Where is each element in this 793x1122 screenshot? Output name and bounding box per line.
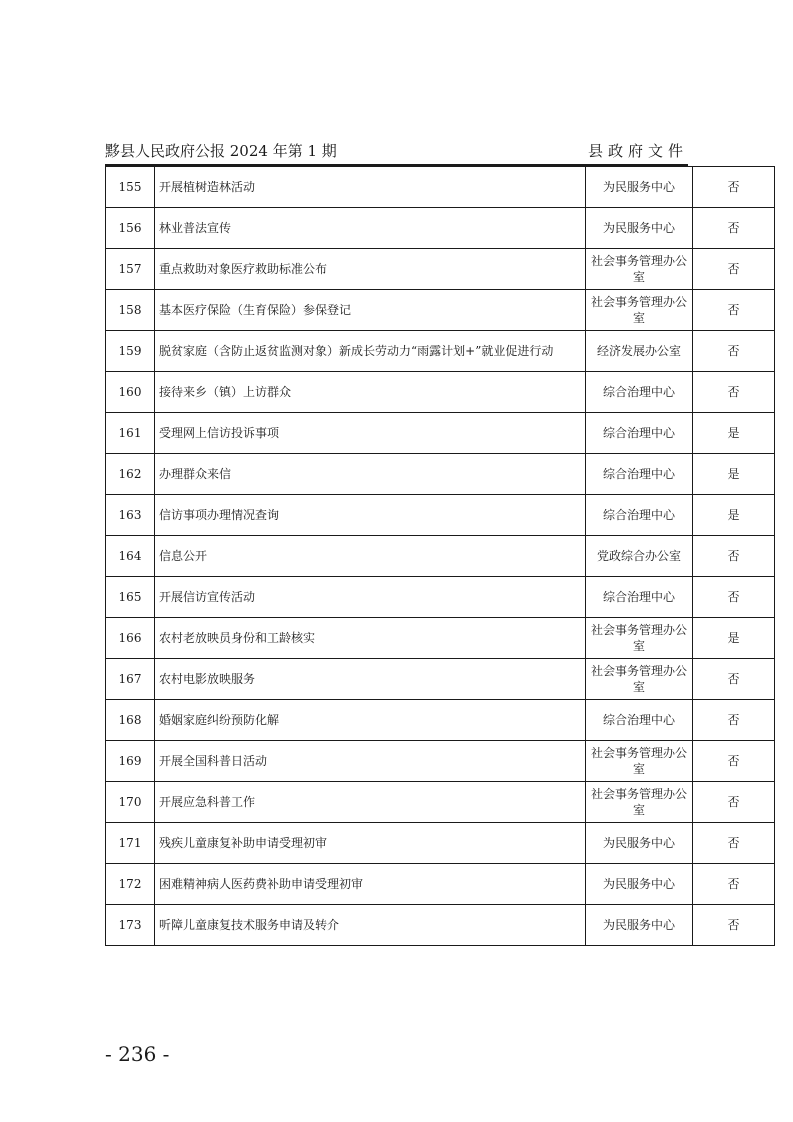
service-table: [105, 166, 775, 946]
department: 社会事务管理办公室: [586, 741, 693, 782]
department: 为民服务中心: [586, 864, 693, 905]
bulletin-title: 黟县人民政府公报 2024 年第 1 期: [105, 142, 337, 160]
item-name: 开展植树造林活动: [155, 167, 586, 208]
table-row: [106, 208, 775, 249]
row-number: 160: [106, 372, 155, 413]
table-row: [106, 782, 775, 823]
table-row: [106, 495, 775, 536]
department: 为民服务中心: [586, 167, 693, 208]
flag-cell: 否: [693, 290, 775, 331]
flag-cell: 否: [693, 782, 775, 823]
flag-cell: 是: [693, 618, 775, 659]
row-number: 172: [106, 864, 155, 905]
flag-cell: 否: [693, 741, 775, 782]
row-number: 158: [106, 290, 155, 331]
item-name: 开展信访宣传活动: [155, 577, 586, 618]
row-number: 165: [106, 577, 155, 618]
department: 社会事务管理办公室: [586, 782, 693, 823]
department: 经济发展办公室: [586, 331, 693, 372]
table-row: [106, 823, 775, 864]
item-name: 开展应急科普工作: [155, 782, 586, 823]
row-number: 156: [106, 208, 155, 249]
item-name: 农村老放映员身份和工龄核实: [155, 618, 586, 659]
row-number: 162: [106, 454, 155, 495]
table-row: [106, 413, 775, 454]
department: 综合治理中心: [586, 700, 693, 741]
department: 综合治理中心: [586, 372, 693, 413]
row-number: 166: [106, 618, 155, 659]
department: 为民服务中心: [586, 208, 693, 249]
department: 综合治理中心: [586, 495, 693, 536]
item-name: 接待来乡（镇）上访群众: [155, 372, 586, 413]
table-row: [106, 290, 775, 331]
department: 社会事务管理办公室: [586, 290, 693, 331]
item-name: 重点救助对象医疗救助标准公布: [155, 249, 586, 290]
item-name: 信息公开: [155, 536, 586, 577]
item-name: 基本医疗保险（生育保险）参保登记: [155, 290, 586, 331]
item-name: 受理网上信访投诉事项: [155, 413, 586, 454]
flag-cell: 否: [693, 905, 775, 946]
department: 社会事务管理办公室: [586, 659, 693, 700]
flag-cell: 是: [693, 413, 775, 454]
flag-cell: 否: [693, 167, 775, 208]
row-number: 168: [106, 700, 155, 741]
page-header: [105, 140, 688, 164]
flag-cell: 否: [693, 331, 775, 372]
department: 综合治理中心: [586, 413, 693, 454]
row-number: 155: [106, 167, 155, 208]
row-number: 169: [106, 741, 155, 782]
row-number: 173: [106, 905, 155, 946]
table-row: [106, 454, 775, 495]
table-row: [106, 741, 775, 782]
table-row: [106, 372, 775, 413]
row-number: 161: [106, 413, 155, 454]
department: 社会事务管理办公室: [586, 618, 693, 659]
row-number: 171: [106, 823, 155, 864]
item-name: 脱贫家庭（含防止返贫监测对象）新成长劳动力“雨露计划+”就业促进行动: [155, 331, 586, 372]
row-number: 163: [106, 495, 155, 536]
flag-cell: 否: [693, 864, 775, 905]
item-name: 困难精神病人医药费补助申请受理初审: [155, 864, 586, 905]
department: 综合治理中心: [586, 454, 693, 495]
department: 为民服务中心: [586, 823, 693, 864]
item-name: 信访事项办理情况查询: [155, 495, 586, 536]
table-row: [106, 536, 775, 577]
flag-cell: 否: [693, 823, 775, 864]
flag-cell: 否: [693, 372, 775, 413]
section-title: 县政府文件: [587, 142, 688, 160]
table-row: [106, 864, 775, 905]
flag-cell: 否: [693, 659, 775, 700]
page-number: - 236 -: [105, 1042, 170, 1066]
flag-cell: 否: [693, 249, 775, 290]
table-row: [106, 331, 775, 372]
row-number: 159: [106, 331, 155, 372]
row-number: 164: [106, 536, 155, 577]
flag-cell: 是: [693, 495, 775, 536]
item-name: 办理群众来信: [155, 454, 586, 495]
item-name: 残疾儿童康复补助申请受理初审: [155, 823, 586, 864]
flag-cell: 否: [693, 577, 775, 618]
item-name: 林业普法宣传: [155, 208, 586, 249]
department: 为民服务中心: [586, 905, 693, 946]
flag-cell: 否: [693, 700, 775, 741]
service-table-body: [106, 167, 775, 946]
department: 综合治理中心: [586, 577, 693, 618]
table-row: [106, 700, 775, 741]
table-row: [106, 618, 775, 659]
table-row: [106, 577, 775, 618]
table-row: [106, 167, 775, 208]
row-number: 170: [106, 782, 155, 823]
table-row: [106, 249, 775, 290]
item-name: 听障儿童康复技术服务申请及转介: [155, 905, 586, 946]
table-row: [106, 905, 775, 946]
item-name: 婚姻家庭纠纷预防化解: [155, 700, 586, 741]
row-number: 167: [106, 659, 155, 700]
flag-cell: 否: [693, 208, 775, 249]
item-name: 农村电影放映服务: [155, 659, 586, 700]
department: 党政综合办公室: [586, 536, 693, 577]
item-name: 开展全国科普日活动: [155, 741, 586, 782]
flag-cell: 是: [693, 454, 775, 495]
row-number: 157: [106, 249, 155, 290]
department: 社会事务管理办公室: [586, 249, 693, 290]
table-row: [106, 659, 775, 700]
flag-cell: 否: [693, 536, 775, 577]
